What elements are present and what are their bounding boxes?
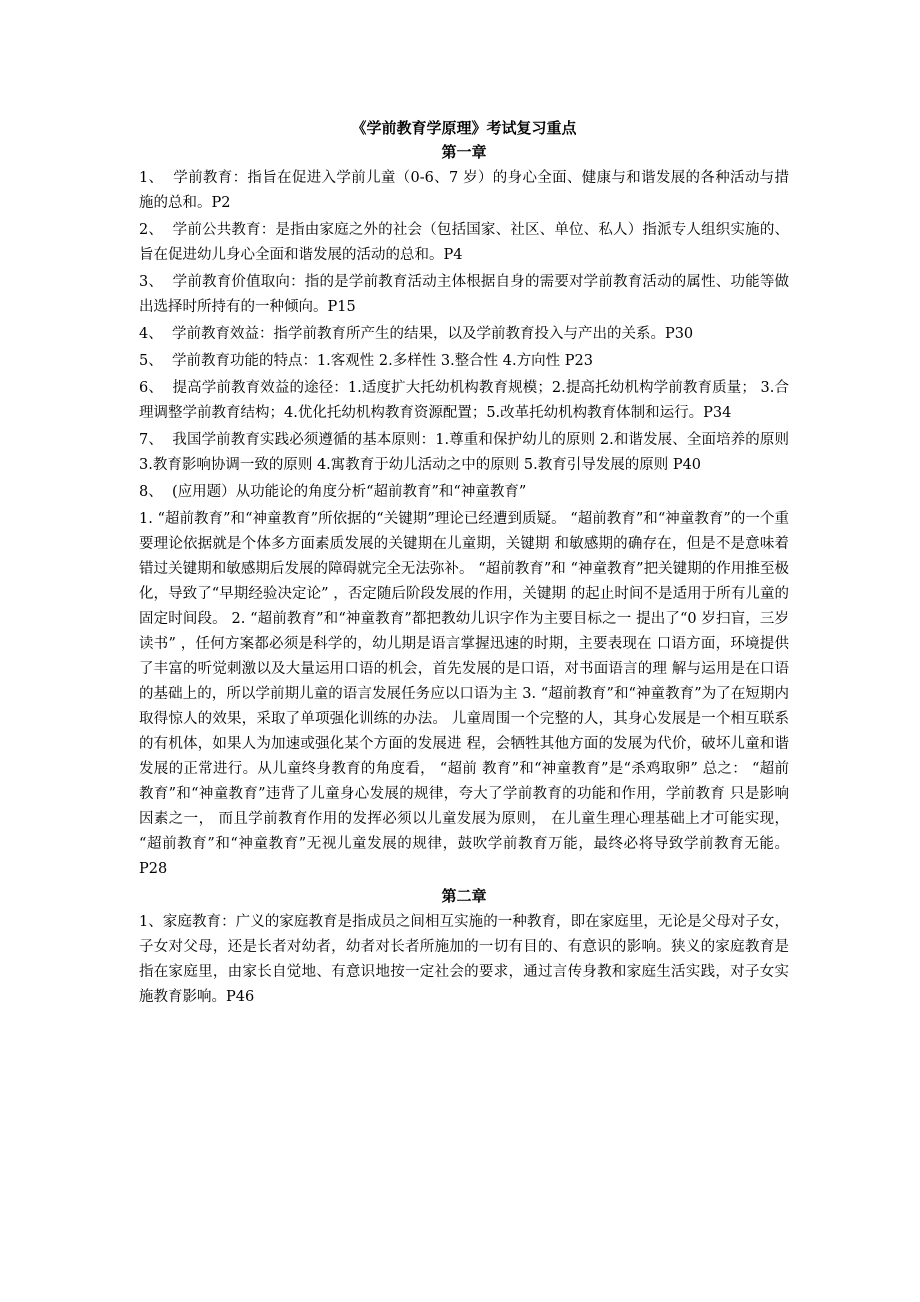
application-answer: 1. “超前教育”和“神童教育”所依据的“关键期”理论已经遭到质疑。 “超前教育”和“神童教育”的一个重要理论依据就是个体多方面素质发展的关键期在儿童期，关键期 和敏感期的确存在，但是不是意味着错过关键期和敏感期后发展的障碍就完全无法弥补。 “超前教育”和 “神童教育”把关键期的作用推至极化，导致了“早期经验决定论” ，否定随后阶段发展的作用，关键期 的起止时间不是适用于所有儿童的固定时间段。 2. “超前教育”和“神童教育”都把教幼儿识字作为主要目标之一 提出了“0 岁扫盲，三岁读书” ，任何方案都必须是科学的，幼儿期是语言掌握迅速的时期，主要表现在 口语方面，环境提供了丰富的听觉刺激以及大量运用口语的机会，首先发展的是口语，对书面语言的理 解与运用是在口语的基础上的，所以学前期儿童的语言发展任务应以口语为主 3. “超前教育”和“神童教育”为了在短期内取得惊人的效果，采取了单项强化训练的办法。 儿童周围一个完整的人，其身心发展是一个相互联系的有机体，如果人为加速或强化某个方面的发展进 程，会牺牲其他方面的发展为代价，破坏儿童和谐发展的正常进行。从儿童终身教育的角度看， “超前 教育”和“神童教育”是“杀鸡取卵” 总之： “超前教育”和“神童教育”违背了儿童身心发展的规律，夸大了学前教育的功能和作用，学前教育 只是影响因素之一， 而且学前教育作用的发挥必须以儿童发展为原则， 在儿童生理心理基础上才可能实现， “超前教育”和“神童教育”无视儿童发展的规律，鼓吹学前教育万能，最终必将导致学前教育无能。P28 xyxy=(139,511,789,877)
item-text: 学前教育：指旨在促进入学前儿童（0-6、7 岁）的身心全面、健康与和谐发展的各种活动与措施的总和。P2 xyxy=(139,170,790,211)
item-number: 6、 xyxy=(139,380,163,396)
chapter-1-item-4 xyxy=(139,322,789,347)
item-number: 4、 xyxy=(139,326,163,342)
chapter-1-item-5 xyxy=(139,349,789,374)
item-number: 7、 xyxy=(139,432,163,448)
chapter-1-item-3 xyxy=(139,270,789,320)
item-number: 8、 xyxy=(139,484,163,500)
chapter-1-item-8 xyxy=(139,480,789,505)
chapter-1-item-1 xyxy=(139,166,789,216)
item-text: 学前公共教育：是指由家庭之外的社会（包括国家、社区、单位、私人）指派专人组织实施的、旨在促进幼儿身心全面和谐发展的活动的总和。P4 xyxy=(139,222,789,263)
chapter-1-item-7 xyxy=(139,428,789,478)
item-text: 我国学前教育实践必须遵循的基本原则：1.尊重和保护幼儿的原则 2.和谐发展、全面培养的原则 3.教育影响协调一致的原则 4.寓教育于幼儿活动之中的原则 5.教育引导发展的原则 P40 xyxy=(139,432,790,473)
item-text: (应用题）从功能论的角度分析“超前教育”和“神童教育” xyxy=(171,484,527,500)
item-number: 5、 xyxy=(139,353,163,369)
document-title: 《学前教育学原理》考试复习重点 xyxy=(351,119,577,137)
item-text: 学前教育效益：指学前教育所产生的结果，以及学前教育投入与产出的关系。P30 xyxy=(171,326,694,342)
item-text: 提高学前教育效益的途径：1.适度扩大托幼机构教育规模；2.提高托幼机构学前教育质量； 3.合理调整学前教育结构；4.优化托幼机构教育资源配置；5.改革托幼机构教育体制和运行。P34 xyxy=(139,380,790,421)
chapter-2-item-1: 1、家庭教育：广义的家庭教育是指成员之间相互实施的一种教育，即在家庭里，无论是父母对子女，子女对父母，还是长者对幼者，幼者对长者所施加的一切有目的、有意识的影响。狭义的家庭教育是指在家庭里，由家长自觉地、有意识地按一定社会的要求，通过言传身教和家庭生活实践，对子女实施教育影响。P46 xyxy=(139,914,789,1005)
item-number: 3、 xyxy=(139,274,164,290)
item-number: 2、 xyxy=(139,222,164,238)
item-number: 1、 xyxy=(139,170,164,186)
item-text: 学前教育价值取向：指的是学前教育活动主体根据自身的需要对学前教育活动的属性、功能等做出选择时所持有的一种倾向。P15 xyxy=(139,274,789,315)
chapter-2-heading: 第二章 xyxy=(441,887,487,905)
item-text: 学前教育功能的特点：1.客观性 2.多样性 3.整合性 4.方向性 P23 xyxy=(171,353,593,369)
chapter-1-item-6 xyxy=(139,376,789,426)
chapter-1-heading: 第一章 xyxy=(441,143,487,161)
chapter-1-item-2 xyxy=(139,218,789,268)
document-page xyxy=(139,116,789,1012)
